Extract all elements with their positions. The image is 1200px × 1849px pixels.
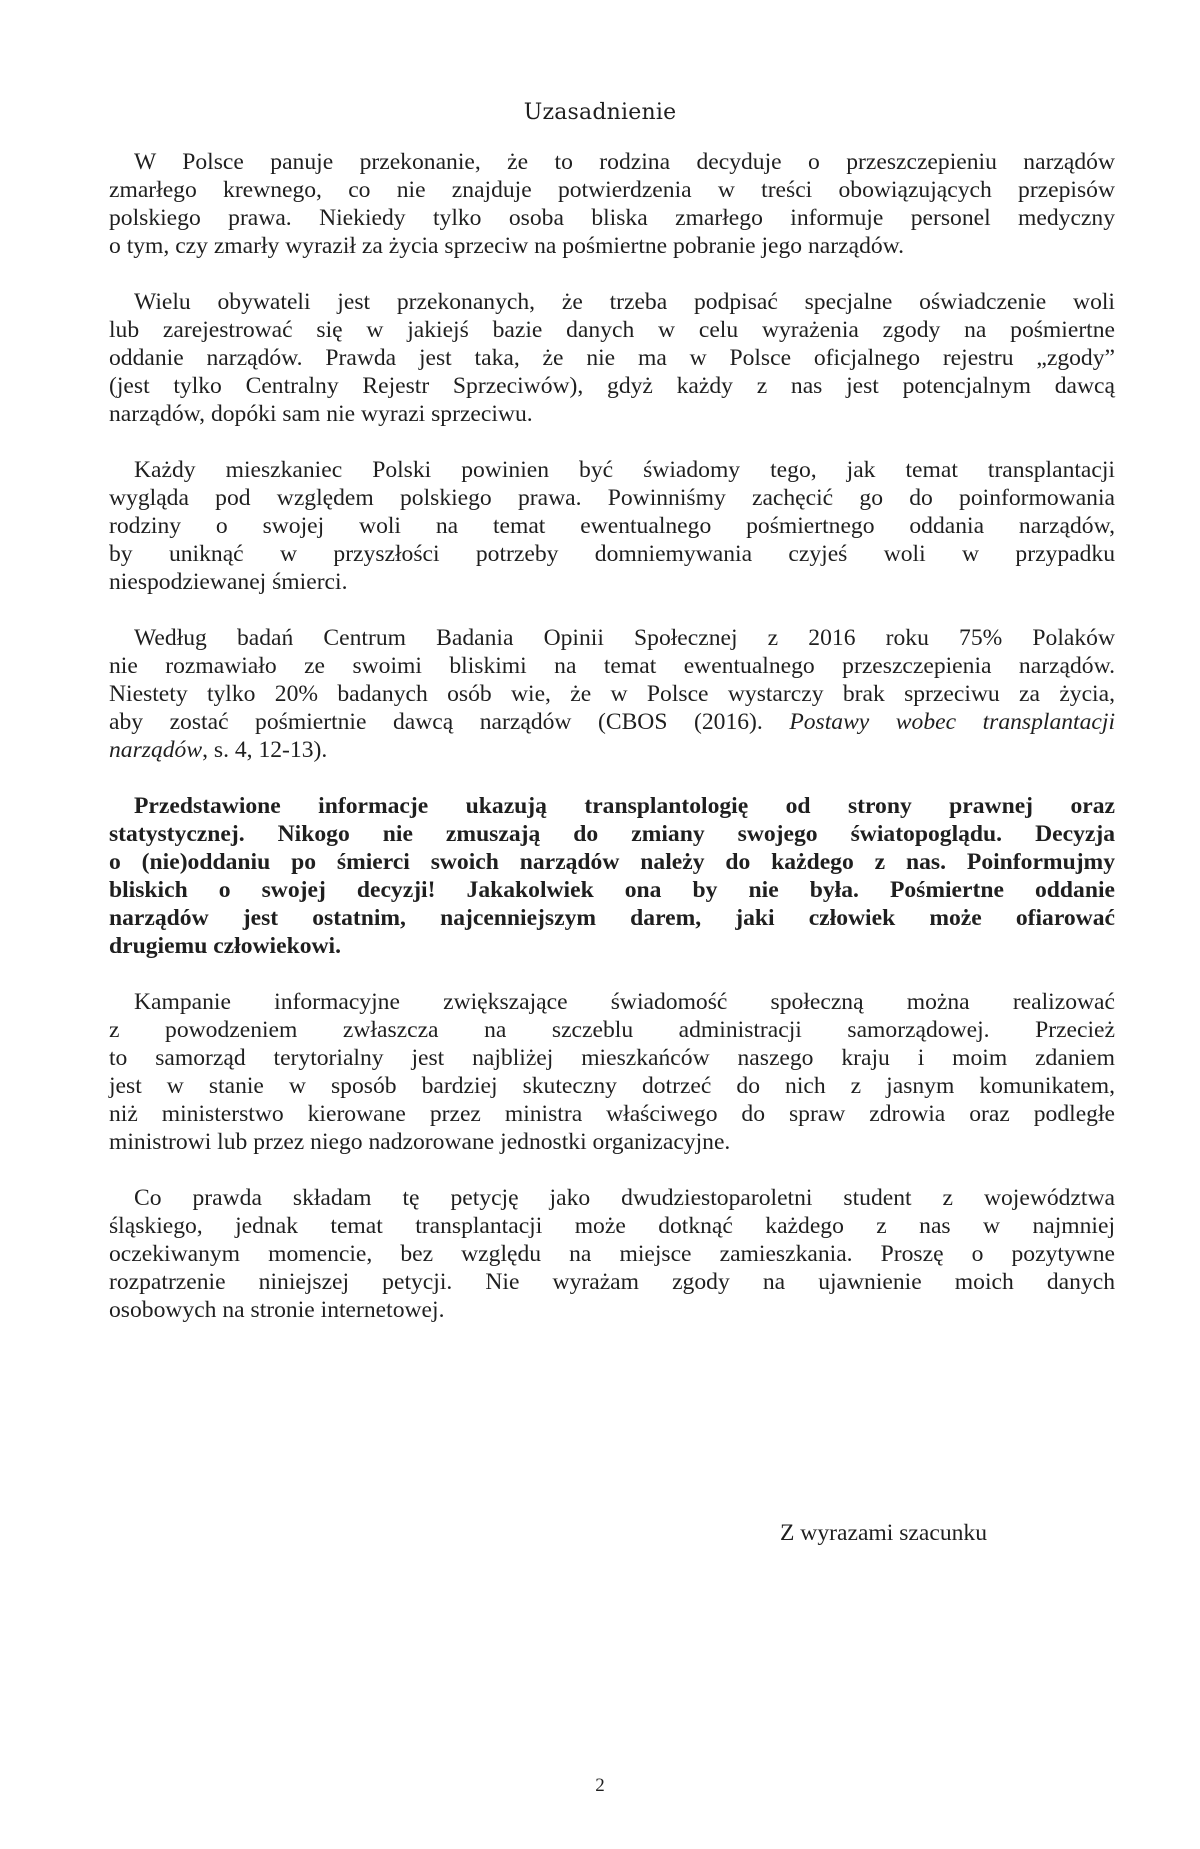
paragraph-family-decision (109, 148, 1115, 260)
paragraph-cbos-statistics (109, 624, 1115, 764)
text-line: Kampanie informacyjne zwiększające świadomość społeczną można realizować (134, 989, 1115, 1015)
text-line: niż ministerstwo kierowane przez ministra właściwego do spraw zdrowia oraz podległe (109, 1101, 1115, 1127)
text-line: narządów, dopóki sam nie wyrazi sprzeciwu. (109, 401, 533, 427)
closing-salutation: Z wyrazami szacunku (780, 1520, 988, 1546)
citation-title-italic-cont: narządów (109, 737, 203, 763)
text-line: rozpatrzenie niniejszej petycji. Nie wyrażam zgody na ujawnienie moich danych (109, 1269, 1115, 1295)
text-line: z powodzeniem zwłaszcza na szczeblu administracji samorządowej. Przecież (109, 1017, 1115, 1043)
text-line: Niestety tylko 20% badanych osób wie, że w Polsce wystarczy brak sprzeciwu za życia, (109, 681, 1115, 707)
document-title: Uzasadnienie (523, 100, 677, 125)
text-line: oddanie narządów. Prawda jest taka, że nie ma w Polsce oficjalnego rejestru „zgody” (109, 345, 1115, 371)
text-line: Według badań Centrum Badania Opinii Społecznej z 2016 roku 75% Polaków (134, 625, 1115, 651)
text-line: oczekiwanym momencie, bez względu na miejsce zamieszkania. Proszę o pozytywne (109, 1241, 1115, 1267)
text-line (109, 708, 1115, 736)
page-number: 2 (595, 1775, 605, 1796)
text-line: rodziny o swojej woli na temat ewentualnego pośmiertnego oddania narządów, (109, 513, 1115, 539)
paragraph-petition-request (109, 1184, 1115, 1324)
paragraph-consent-registry (109, 288, 1115, 428)
text-line: jest w stanie w sposób bardziej skuteczny dotrzeć do nich z jasnym komunikatem, (109, 1073, 1115, 1099)
text-line: lub zarejestrować się w jakiejś bazie danych w celu wyrażenia zgody na pośmiertne (109, 317, 1115, 343)
text-line: by uniknąć w przyszłości potrzeby domniemywania czyjeś woli w przypadku (109, 541, 1115, 567)
citation-lead: aby zostać pośmiertnie dawcą narządów (CBOS (2016). (109, 709, 790, 735)
text-line: śląskiego, jednak temat transplantacji może dotknąć każdego z nas w najmniej (109, 1213, 1115, 1239)
text-line: osobowych na stronie internetowej. (109, 1297, 445, 1323)
text-line: bliskich o swojej decyzji! Jakakolwiek ona by nie była. Pośmiertne oddanie (109, 877, 1115, 903)
text-line: niespodziewanej śmierci. (109, 569, 348, 595)
paragraph-campaigns (109, 988, 1115, 1156)
text-line: Co prawda składam tę petycję jako dwudziestoparoletni student z województwa (134, 1185, 1115, 1211)
text-line: nie rozmawiało ze swoimi bliskimi na temat ewentualnego przeszczepienia narządów. (109, 653, 1115, 679)
paragraph-bold-appeal (109, 792, 1115, 960)
text-line: polskiego prawa. Niekiedy tylko osoba bliska zmarłego informuje personel medyczny (109, 205, 1115, 231)
text-line: W Polsce panuje przekonanie, że to rodzina decyduje o przeszczepieniu narządów (134, 149, 1115, 175)
text-line: o tym, czy zmarły wyraził za życia sprzeciw na pośmiertne pobranie jego narządów. (109, 233, 905, 259)
text-line: Wielu obywateli jest przekonanych, że trzeba podpisać specjalne oświadczenie woli (134, 289, 1115, 315)
citation-title-italic: Postawy wobec transplantacji (789, 709, 1115, 735)
text-line: zmarłego krewnego, co nie znajduje potwierdzenia w treści obowiązujących przepisów (109, 177, 1115, 203)
text-line: statystycznej. Nikogo nie zmuszają do zmiany swojego światopoglądu. Decyzja (109, 821, 1115, 847)
text-line (109, 736, 1115, 764)
text-line: narządów jest ostatnim, najcenniejszym darem, jaki człowiek może ofiarować (109, 905, 1115, 931)
text-line: to samorząd terytorialny jest najbliżej mieszkańców naszego kraju i moim zdaniem (109, 1045, 1115, 1071)
text-line: (jest tylko Centralny Rejestr Sprzeciwów), gdyż każdy z nas jest potencjalnym dawcą (109, 373, 1115, 399)
citation-pages: , s. 4, 12-13). (202, 737, 328, 763)
text-line: wygląda pod względem polskiego prawa. Powinniśmy zachęcić go do poinformowania (109, 485, 1115, 511)
text-line: Każdy mieszkaniec Polski powinien być świadomy tego, jak temat transplantacji (134, 457, 1115, 483)
text-line: ministrowi lub przez niego nadzorowane jednostki organizacyjne. (109, 1129, 731, 1155)
text-line: o (nie)oddaniu po śmierci swoich narządów należy do każdego z nas. Poinformujmy (109, 849, 1115, 875)
document-body (109, 148, 1115, 1352)
text-line: Przedstawione informacje ukazują transplantologię od strony prawnej oraz (134, 793, 1115, 819)
text-line: drugiemu człowiekowi. (109, 933, 341, 959)
paragraph-awareness (109, 456, 1115, 596)
